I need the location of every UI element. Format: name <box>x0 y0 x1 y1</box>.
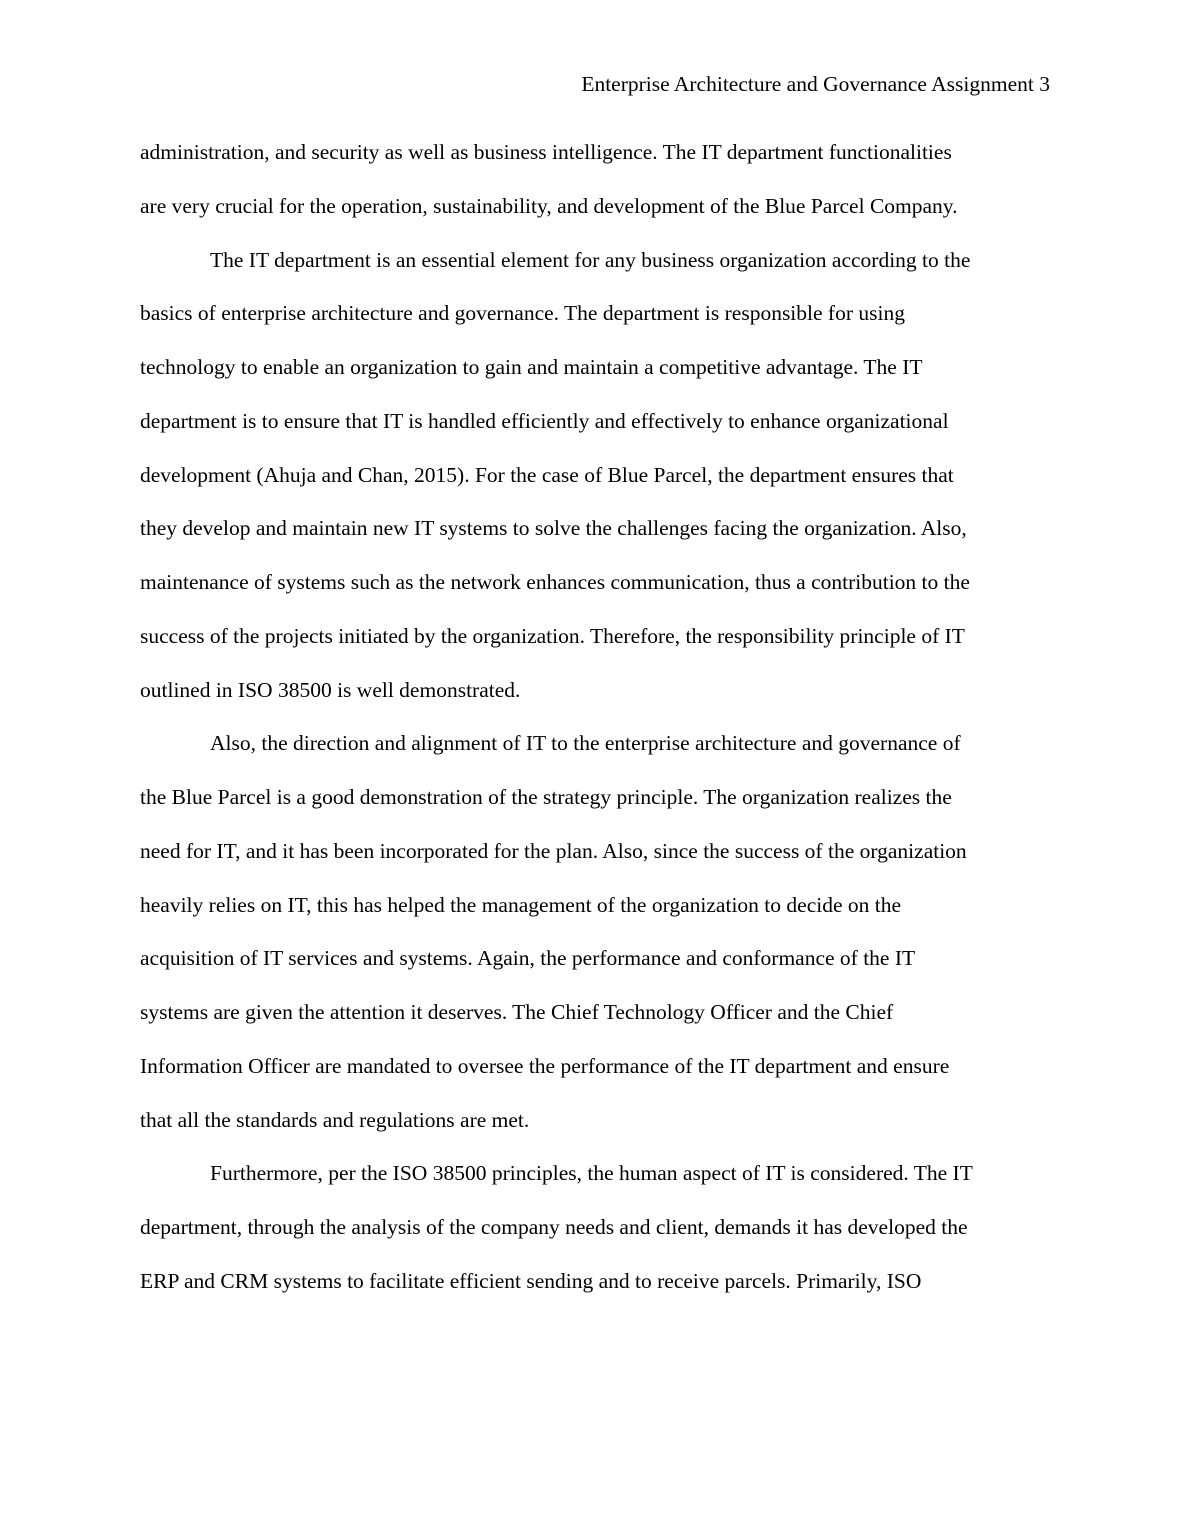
paragraph-4-line-1: Furthermore, per the ISO 38500 principles, the human aspect of IT is considered. The IT <box>210 1161 973 1186</box>
paragraph-2-line-9: outlined in ISO 38500 is well demonstrated. <box>140 677 521 702</box>
paragraph-2-line-6: they develop and maintain new IT systems to solve the challenges facing the organization. Also, <box>140 516 967 541</box>
paragraph-2-line-7: maintenance of systems such as the network enhances communication, thus a contribution to the <box>140 570 970 594</box>
paragraph-3-line-2: the Blue Parcel is a good demonstration of the strategy principle. The organization realizes the <box>140 785 952 809</box>
paragraph-3-line-6: systems are given the attention it deserves. The Chief Technology Officer and the Chief <box>140 1000 894 1024</box>
paragraph-1-line-2: are very crucial for the operation, sustainability, and development of the Blue Parcel Company. <box>140 193 958 218</box>
paragraph-2-line-8: success of the projects initiated by the organization. Therefore, the responsibility principle of IT <box>140 623 965 648</box>
paragraph-3-line-8: that all the standards and regulations are met. <box>140 1107 530 1132</box>
paragraph-2-line-2: basics of enterprise architecture and governance. The department is responsible for using <box>140 301 905 326</box>
paragraph-3-line-5: acquisition of IT services and systems. Again, the performance and conformance of the IT <box>140 946 916 971</box>
paragraph-2-line-3: technology to enable an organization to gain and maintain a competitive advantage. The IT <box>140 355 923 379</box>
paragraph-3-line-3: need for IT, and it has been incorporated for the plan. Also, since the success of the organization <box>140 838 967 863</box>
paragraph-3-line-4: heavily relies on IT, this has helped the management of the organization to decide on the <box>140 892 902 917</box>
paragraph-4-line-3: ERP and CRM systems to facilitate efficient sending and to receive parcels. Primarily, ISO <box>140 1268 922 1293</box>
paragraph-4-line-2: department, through the analysis of the company needs and client, demands it has developed the <box>140 1215 968 1239</box>
body-text <box>140 126 1055 1309</box>
paragraph-3-line-1: Also, the direction and alignment of IT to the enterprise architecture and governance of <box>210 731 961 756</box>
paragraph-2-line-1: The IT department is an essential element for any business organization according to the <box>210 247 971 272</box>
paragraph-1-line-1: administration, and security as well as business intelligence. The IT department functionalities <box>140 140 952 164</box>
paragraph-3-line-7: Information Officer are mandated to oversee the performance of the IT department and ensure <box>140 1053 950 1078</box>
paragraph-2-line-4: department is to ensure that IT is handled efficiently and effectively to enhance organizational <box>140 408 949 433</box>
paragraph-2-line-5: development (Ahuja and Chan, 2015). For the case of Blue Parcel, the department ensures that <box>140 462 954 487</box>
running-head: Enterprise Architecture and Governance Assignment 3 <box>581 72 1050 96</box>
